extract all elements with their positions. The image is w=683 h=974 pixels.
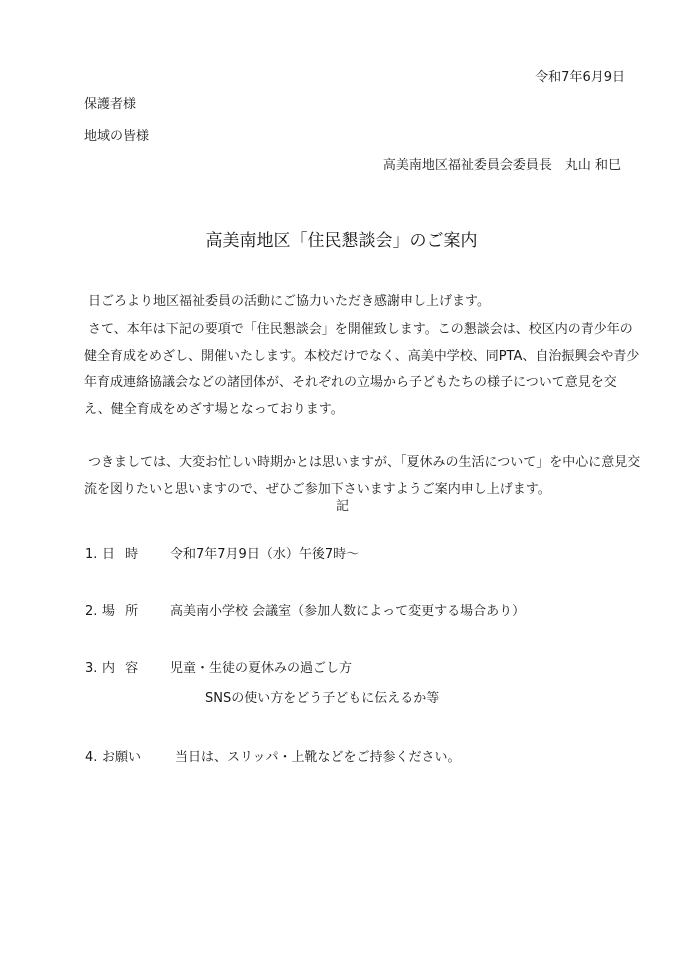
addressee-guardians: 保護者様 — [84, 97, 137, 112]
item-label-content: 内 容 — [102, 661, 142, 676]
greeting-paragraph: 日ごろより地区福祉委員の活動にご協力いただき感謝申し上げます。 — [88, 294, 490, 309]
item-label-request: お願い — [102, 750, 142, 765]
addressee-community: 地域の皆様 — [84, 129, 150, 144]
item-number: 2. — [85, 604, 98, 619]
body-line: 流を図りたいと思いますので、ぜひご参加下さいますようご案内申し上げます。 — [84, 482, 551, 497]
body-line: え、健全育成をめざす場となっております。 — [84, 402, 344, 417]
item-value-content: 児童・生徒の夏休みの過ごし方 — [170, 661, 353, 676]
item-label-datetime: 日 時 — [102, 547, 142, 562]
item-value-content-2: SNSの使い方をどう子どもに伝えるか等 — [205, 691, 440, 706]
body-line: 健全育成をめざし、開催いたします。本校だけでなく、高美中学校、同PTA、自治振興会や青少 — [84, 349, 640, 364]
body-line: 年育成連絡協議会などの諸団体が、それぞれの立場から子どもたちの様子について意見を交 — [84, 375, 617, 390]
item-value-place: 高美南小学校 会議室（参加人数によって変更する場合あり） — [170, 604, 526, 619]
item-value-request: 当日は、スリッパ・上靴などをご持参ください。 — [175, 750, 461, 765]
item-value-datetime: 令和7年7月9日（水）午後7時～ — [170, 547, 360, 562]
item-number: 3. — [85, 661, 98, 676]
document-date: 令和7年6月9日 — [535, 70, 625, 85]
body-line: つきましては、大変お忙しい時期かとは思いますが、「夏休みの生活について」を中心に意見交 — [88, 455, 641, 470]
sender-name: 高美南地区福祉委員会委員長 丸山 和巳 — [382, 158, 621, 173]
body-line: さて、本年は下記の要項で「住民懇談会」を開催致します。この懇談会は、校区内の青少年の — [88, 322, 633, 337]
ki-marker: 記 — [336, 499, 350, 514]
item-label-place: 場 所 — [102, 604, 142, 619]
document-title: 高美南地区「住民懇談会」のご案内 — [205, 231, 478, 251]
item-number: 1. — [85, 547, 98, 562]
item-number: 4. — [85, 750, 98, 765]
